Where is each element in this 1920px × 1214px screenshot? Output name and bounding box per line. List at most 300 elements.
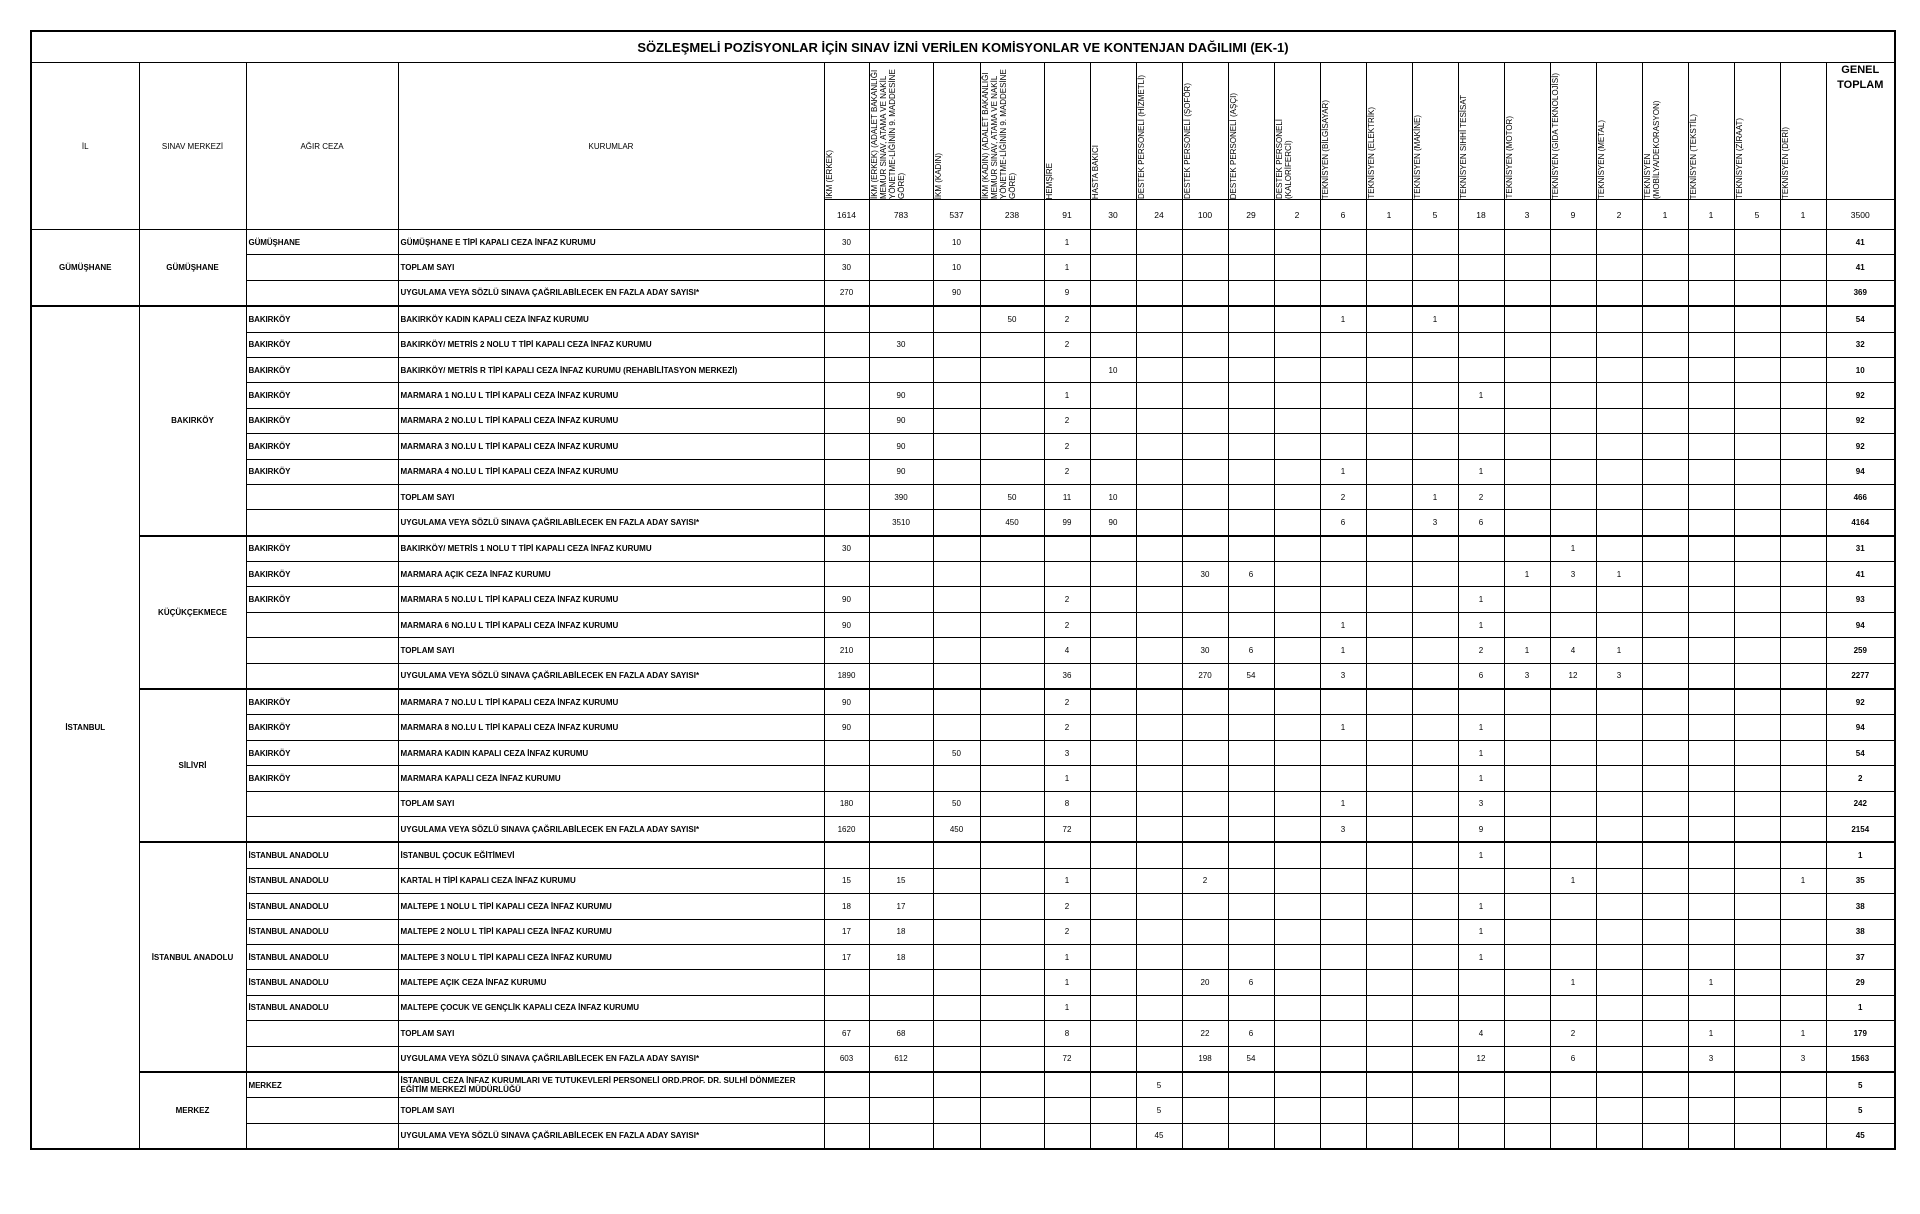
value-cell xyxy=(1090,1046,1136,1072)
value-cell xyxy=(980,791,1044,816)
kurum-cell: BAKIRKÖY/ METRİS 2 NOLU T TİPİ KAPALI CEZA İNFAZ KURUMU xyxy=(398,332,824,357)
value-cell xyxy=(1228,484,1274,509)
value-cell: 30 xyxy=(1182,562,1228,587)
value-cell xyxy=(1780,383,1826,408)
value-cell: 1 xyxy=(1320,638,1366,663)
value-cell xyxy=(1366,1123,1412,1149)
value-cell xyxy=(1734,230,1780,255)
value-cell xyxy=(1136,970,1182,995)
value-cell: 1 xyxy=(1688,1021,1734,1046)
value-cell xyxy=(1228,766,1274,791)
value-cell xyxy=(1642,536,1688,562)
column-total: 1 xyxy=(1688,200,1734,230)
value-cell xyxy=(1228,459,1274,484)
kurum-cell: MALTEPE ÇOCUK VE GENÇLİK KAPALI CEZA İNFAZ KURUMU xyxy=(398,995,824,1020)
value-cell: 180 xyxy=(824,791,869,816)
value-cell xyxy=(1550,255,1596,280)
value-cell xyxy=(980,995,1044,1020)
value-cell xyxy=(1136,612,1182,637)
column-header-label: TEKNİSYEN (ELEKTRİK) xyxy=(1366,107,1376,199)
value-cell xyxy=(1596,255,1642,280)
kurum-cell: MARMARA 6 NO.LU L TİPİ KAPALI CEZA İNFAZ KURUMU xyxy=(398,612,824,637)
value-cell xyxy=(933,766,980,791)
value-cell xyxy=(1228,715,1274,740)
genel-toplam-cell: 1563 xyxy=(1826,1046,1895,1072)
value-cell xyxy=(1366,1021,1412,1046)
value-cell xyxy=(1182,1072,1228,1098)
value-cell xyxy=(1688,510,1734,536)
column-total: 9 xyxy=(1550,200,1596,230)
agir-ceza-cell xyxy=(246,612,398,637)
value-cell: 10 xyxy=(1090,357,1136,382)
value-cell xyxy=(1228,1072,1274,1098)
value-cell xyxy=(1274,689,1320,715)
value-cell xyxy=(1090,970,1136,995)
value-cell xyxy=(1642,715,1688,740)
value-cell: 90 xyxy=(869,408,933,433)
value-cell xyxy=(1136,816,1182,842)
value-cell xyxy=(1412,944,1458,969)
value-cell xyxy=(1688,689,1734,715)
kurum-cell: UYGULAMA VEYA SÖZLÜ SINAVA ÇAĞRILABİLECEK EN FAZLA ADAY SAYISI* xyxy=(398,663,824,689)
value-cell xyxy=(1090,562,1136,587)
value-cell xyxy=(1320,995,1366,1020)
value-cell xyxy=(824,842,869,868)
value-cell: 15 xyxy=(824,868,869,893)
value-cell: 2 xyxy=(1044,306,1090,332)
value-cell xyxy=(824,1072,869,1098)
value-cell xyxy=(1412,1123,1458,1149)
table-row xyxy=(31,919,1895,944)
value-cell xyxy=(1366,357,1412,382)
value-cell xyxy=(1734,408,1780,433)
value-cell xyxy=(1688,484,1734,509)
value-cell: 17 xyxy=(869,894,933,919)
value-cell xyxy=(1734,791,1780,816)
value-cell: 4 xyxy=(1550,638,1596,663)
sinav-merkezi-cell: GÜMÜŞHANE xyxy=(139,230,246,307)
value-cell: 1 xyxy=(1458,740,1504,765)
value-cell xyxy=(1182,459,1228,484)
column-header xyxy=(1688,63,1734,200)
value-cell xyxy=(1458,434,1504,459)
value-cell xyxy=(980,562,1044,587)
table-row xyxy=(31,408,1895,433)
table-row xyxy=(31,663,1895,689)
value-cell xyxy=(1366,434,1412,459)
value-cell xyxy=(1228,408,1274,433)
value-cell: 198 xyxy=(1182,1046,1228,1072)
value-cell xyxy=(1136,280,1182,306)
value-cell xyxy=(1550,1072,1596,1098)
column-header xyxy=(980,63,1044,200)
column-header xyxy=(1366,63,1412,200)
value-cell xyxy=(1734,740,1780,765)
value-cell xyxy=(1504,1098,1550,1123)
value-cell xyxy=(824,740,869,765)
value-cell: 1 xyxy=(1550,868,1596,893)
value-cell xyxy=(1182,715,1228,740)
value-cell xyxy=(1274,740,1320,765)
value-cell xyxy=(1366,587,1412,612)
genel-toplam-cell: 38 xyxy=(1826,919,1895,944)
value-cell xyxy=(1642,638,1688,663)
agir-ceza-cell: BAKIRKÖY xyxy=(246,740,398,765)
value-cell xyxy=(1136,663,1182,689)
value-cell xyxy=(1228,434,1274,459)
table-row xyxy=(31,816,1895,842)
value-cell xyxy=(1090,689,1136,715)
value-cell xyxy=(933,868,980,893)
value-cell xyxy=(1136,357,1182,382)
value-cell xyxy=(1274,663,1320,689)
value-cell xyxy=(1504,894,1550,919)
value-cell xyxy=(1688,408,1734,433)
value-cell xyxy=(1182,306,1228,332)
value-cell xyxy=(980,766,1044,791)
value-cell xyxy=(1090,894,1136,919)
value-cell: 5 xyxy=(1136,1098,1182,1123)
value-cell xyxy=(1550,383,1596,408)
genel-toplam-cell: 37 xyxy=(1826,944,1895,969)
value-cell xyxy=(1780,230,1826,255)
value-cell: 2 xyxy=(1044,434,1090,459)
value-cell xyxy=(1320,536,1366,562)
agir-ceza-cell xyxy=(246,816,398,842)
value-cell: 4 xyxy=(1458,1021,1504,1046)
agir-ceza-cell: BAKIRKÖY xyxy=(246,357,398,382)
value-cell xyxy=(869,357,933,382)
column-total: 537 xyxy=(933,200,980,230)
value-cell xyxy=(1274,944,1320,969)
value-cell xyxy=(1228,230,1274,255)
value-cell xyxy=(980,1098,1044,1123)
value-cell: 1 xyxy=(1550,536,1596,562)
agir-ceza-cell: İSTANBUL ANADOLU xyxy=(246,995,398,1020)
value-cell: 2 xyxy=(1458,484,1504,509)
value-cell xyxy=(1734,587,1780,612)
value-cell xyxy=(1090,332,1136,357)
value-cell xyxy=(1596,1021,1642,1046)
value-cell xyxy=(1136,842,1182,868)
value-cell xyxy=(1090,995,1136,1020)
value-cell xyxy=(1412,740,1458,765)
value-cell xyxy=(1274,1072,1320,1098)
value-cell xyxy=(1090,383,1136,408)
value-cell xyxy=(1734,842,1780,868)
value-cell xyxy=(1734,434,1780,459)
value-cell xyxy=(1458,306,1504,332)
value-cell xyxy=(1274,766,1320,791)
value-cell xyxy=(1642,434,1688,459)
value-cell xyxy=(1366,715,1412,740)
value-cell xyxy=(1228,894,1274,919)
value-cell xyxy=(1274,255,1320,280)
header-genel-toplam: GENEL TOPLAM xyxy=(1826,63,1895,200)
value-cell xyxy=(1596,766,1642,791)
value-cell: 6 xyxy=(1458,663,1504,689)
value-cell xyxy=(1734,280,1780,306)
value-cell xyxy=(1412,894,1458,919)
value-cell: 18 xyxy=(824,894,869,919)
value-cell xyxy=(1596,1046,1642,1072)
value-cell xyxy=(1136,587,1182,612)
genel-toplam-cell: 94 xyxy=(1826,715,1895,740)
sinav-merkezi-cell: KÜÇÜKÇEKMECE xyxy=(139,536,246,689)
value-cell xyxy=(1504,357,1550,382)
value-cell xyxy=(933,1098,980,1123)
value-cell: 30 xyxy=(1182,638,1228,663)
value-cell xyxy=(1504,842,1550,868)
agir-ceza-cell: BAKIRKÖY xyxy=(246,383,398,408)
header-il: İL xyxy=(31,63,139,230)
value-cell xyxy=(933,587,980,612)
genel-toplam-cell: 259 xyxy=(1826,638,1895,663)
value-cell xyxy=(1642,663,1688,689)
column-header-label: İKM (ERKEK) xyxy=(824,150,834,199)
value-cell xyxy=(1182,1123,1228,1149)
value-cell xyxy=(1688,715,1734,740)
column-total: 6 xyxy=(1320,200,1366,230)
value-cell xyxy=(1596,919,1642,944)
table-row xyxy=(31,842,1895,868)
value-cell xyxy=(1458,536,1504,562)
column-header-label: TEKNİSYEN (BİLGİSAYAR) xyxy=(1320,99,1330,199)
value-cell: 90 xyxy=(869,459,933,484)
agir-ceza-cell: İSTANBUL ANADOLU xyxy=(246,944,398,969)
value-cell xyxy=(1504,868,1550,893)
value-cell xyxy=(1596,1123,1642,1149)
value-cell xyxy=(1596,868,1642,893)
value-cell xyxy=(1320,740,1366,765)
value-cell xyxy=(933,689,980,715)
value-cell xyxy=(1366,816,1412,842)
genel-toplam-cell: 94 xyxy=(1826,612,1895,637)
column-total: 5 xyxy=(1412,200,1458,230)
value-cell xyxy=(1320,1046,1366,1072)
agir-ceza-cell xyxy=(246,1123,398,1149)
value-cell xyxy=(824,766,869,791)
column-header xyxy=(1412,63,1458,200)
value-cell xyxy=(1734,1021,1780,1046)
value-cell xyxy=(933,408,980,433)
value-cell xyxy=(1044,1072,1090,1098)
value-cell xyxy=(869,612,933,637)
value-cell: 1 xyxy=(1780,1021,1826,1046)
value-cell xyxy=(1504,484,1550,509)
table-row xyxy=(31,944,1895,969)
value-cell xyxy=(1228,689,1274,715)
value-cell xyxy=(1780,919,1826,944)
value-cell xyxy=(1320,1021,1366,1046)
table-row xyxy=(31,715,1895,740)
value-cell xyxy=(1596,689,1642,715)
table-row xyxy=(31,894,1895,919)
value-cell xyxy=(1734,970,1780,995)
value-cell: 1 xyxy=(1458,383,1504,408)
value-cell xyxy=(1780,280,1826,306)
value-cell: 68 xyxy=(869,1021,933,1046)
value-cell xyxy=(1734,357,1780,382)
value-cell xyxy=(1688,562,1734,587)
value-cell xyxy=(1366,383,1412,408)
value-cell xyxy=(869,740,933,765)
value-cell xyxy=(1136,894,1182,919)
value-cell: 2 xyxy=(1044,919,1090,944)
value-cell: 17 xyxy=(824,919,869,944)
value-cell xyxy=(1688,306,1734,332)
value-cell xyxy=(1642,1046,1688,1072)
agir-ceza-cell: GÜMÜŞHANE xyxy=(246,230,398,255)
value-cell: 1 xyxy=(1044,255,1090,280)
column-header-label: DESTEK PERSONELİ (ŞOFÖR) xyxy=(1182,82,1192,199)
value-cell xyxy=(1090,791,1136,816)
value-cell xyxy=(824,306,869,332)
value-cell xyxy=(1688,1098,1734,1123)
table-row xyxy=(31,868,1895,893)
value-cell xyxy=(1412,459,1458,484)
value-cell: 11 xyxy=(1044,484,1090,509)
value-cell: 1 xyxy=(1044,766,1090,791)
column-header-label: TEKNİSYEN (TEKSTİL) xyxy=(1688,113,1698,199)
value-cell xyxy=(1504,230,1550,255)
value-cell xyxy=(1550,689,1596,715)
value-cell xyxy=(869,715,933,740)
value-cell xyxy=(1688,791,1734,816)
value-cell xyxy=(1596,383,1642,408)
table-row xyxy=(31,638,1895,663)
value-cell xyxy=(1366,868,1412,893)
agir-ceza-cell: BAKIRKÖY xyxy=(246,306,398,332)
value-cell xyxy=(869,842,933,868)
value-cell xyxy=(1596,357,1642,382)
value-cell xyxy=(1550,740,1596,765)
value-cell: 1 xyxy=(1044,944,1090,969)
value-cell xyxy=(1688,638,1734,663)
value-cell: 1 xyxy=(1780,868,1826,893)
value-cell xyxy=(869,970,933,995)
table-row xyxy=(31,689,1895,715)
table-row xyxy=(31,434,1895,459)
value-cell xyxy=(1550,408,1596,433)
genel-toplam-cell: 35 xyxy=(1826,868,1895,893)
table-row xyxy=(31,255,1895,280)
genel-toplam-cell: 466 xyxy=(1826,484,1895,509)
genel-toplam-cell: 93 xyxy=(1826,587,1895,612)
value-cell xyxy=(1596,587,1642,612)
value-cell xyxy=(1366,459,1412,484)
value-cell xyxy=(1320,842,1366,868)
value-cell: 72 xyxy=(1044,1046,1090,1072)
value-cell xyxy=(933,484,980,509)
kurum-cell: MARMARA 2 NO.LU L TİPİ KAPALI CEZA İNFAZ KURUMU xyxy=(398,408,824,433)
value-cell xyxy=(1136,562,1182,587)
kurum-cell: MARMARA 4 NO.LU L TİPİ KAPALI CEZA İNFAZ KURUMU xyxy=(398,459,824,484)
value-cell: 90 xyxy=(1090,510,1136,536)
value-cell xyxy=(869,816,933,842)
table-row xyxy=(31,459,1895,484)
value-cell: 2 xyxy=(1458,638,1504,663)
table-row xyxy=(31,484,1895,509)
value-cell xyxy=(1596,434,1642,459)
value-cell xyxy=(1412,1098,1458,1123)
value-cell: 450 xyxy=(933,816,980,842)
column-header xyxy=(1320,63,1366,200)
value-cell xyxy=(1090,816,1136,842)
genel-toplam-cell: 41 xyxy=(1826,562,1895,587)
value-cell xyxy=(1412,332,1458,357)
value-cell: 612 xyxy=(869,1046,933,1072)
il-cell: GÜMÜŞHANE xyxy=(31,230,139,307)
value-cell xyxy=(869,995,933,1020)
value-cell xyxy=(1642,306,1688,332)
value-cell xyxy=(933,357,980,382)
table-row xyxy=(31,1021,1895,1046)
value-cell: 2 xyxy=(1550,1021,1596,1046)
value-cell xyxy=(1596,740,1642,765)
value-cell xyxy=(1366,919,1412,944)
value-cell xyxy=(1228,587,1274,612)
value-cell xyxy=(1596,791,1642,816)
genel-toplam-cell: 32 xyxy=(1826,332,1895,357)
value-cell xyxy=(1228,306,1274,332)
value-cell xyxy=(1182,587,1228,612)
value-cell xyxy=(1274,612,1320,637)
value-cell xyxy=(1090,587,1136,612)
value-cell xyxy=(1274,434,1320,459)
value-cell xyxy=(1366,663,1412,689)
value-cell xyxy=(1780,357,1826,382)
genel-toplam-cell: 29 xyxy=(1826,970,1895,995)
value-cell xyxy=(1228,842,1274,868)
value-cell xyxy=(1320,894,1366,919)
value-cell xyxy=(1688,894,1734,919)
value-cell xyxy=(1274,791,1320,816)
value-cell xyxy=(1688,766,1734,791)
value-cell xyxy=(1550,1123,1596,1149)
value-cell: 72 xyxy=(1044,816,1090,842)
value-cell xyxy=(1274,1021,1320,1046)
value-cell xyxy=(1274,484,1320,509)
column-header-label: HEMŞİRE xyxy=(1044,162,1054,199)
value-cell: 54 xyxy=(1228,1046,1274,1072)
kurum-cell: MALTEPE 2 NOLU L TİPİ KAPALI CEZA İNFAZ KURUMU xyxy=(398,919,824,944)
agir-ceza-cell xyxy=(246,1046,398,1072)
column-header xyxy=(1780,63,1826,200)
value-cell: 450 xyxy=(980,510,1044,536)
genel-toplam-cell: 5 xyxy=(1826,1098,1895,1123)
value-cell xyxy=(1504,434,1550,459)
value-cell xyxy=(1596,1072,1642,1098)
value-cell: 90 xyxy=(824,587,869,612)
value-cell: 603 xyxy=(824,1046,869,1072)
value-cell xyxy=(1412,842,1458,868)
agir-ceza-cell xyxy=(246,280,398,306)
value-cell xyxy=(1090,842,1136,868)
value-cell xyxy=(1780,612,1826,637)
value-cell xyxy=(1550,894,1596,919)
value-cell: 22 xyxy=(1182,1021,1228,1046)
value-cell xyxy=(1642,944,1688,969)
value-cell xyxy=(1734,894,1780,919)
value-cell xyxy=(1182,434,1228,459)
value-cell xyxy=(933,612,980,637)
value-cell xyxy=(1090,638,1136,663)
value-cell xyxy=(933,332,980,357)
value-cell: 3 xyxy=(1044,740,1090,765)
value-cell xyxy=(1550,280,1596,306)
value-cell xyxy=(980,357,1044,382)
